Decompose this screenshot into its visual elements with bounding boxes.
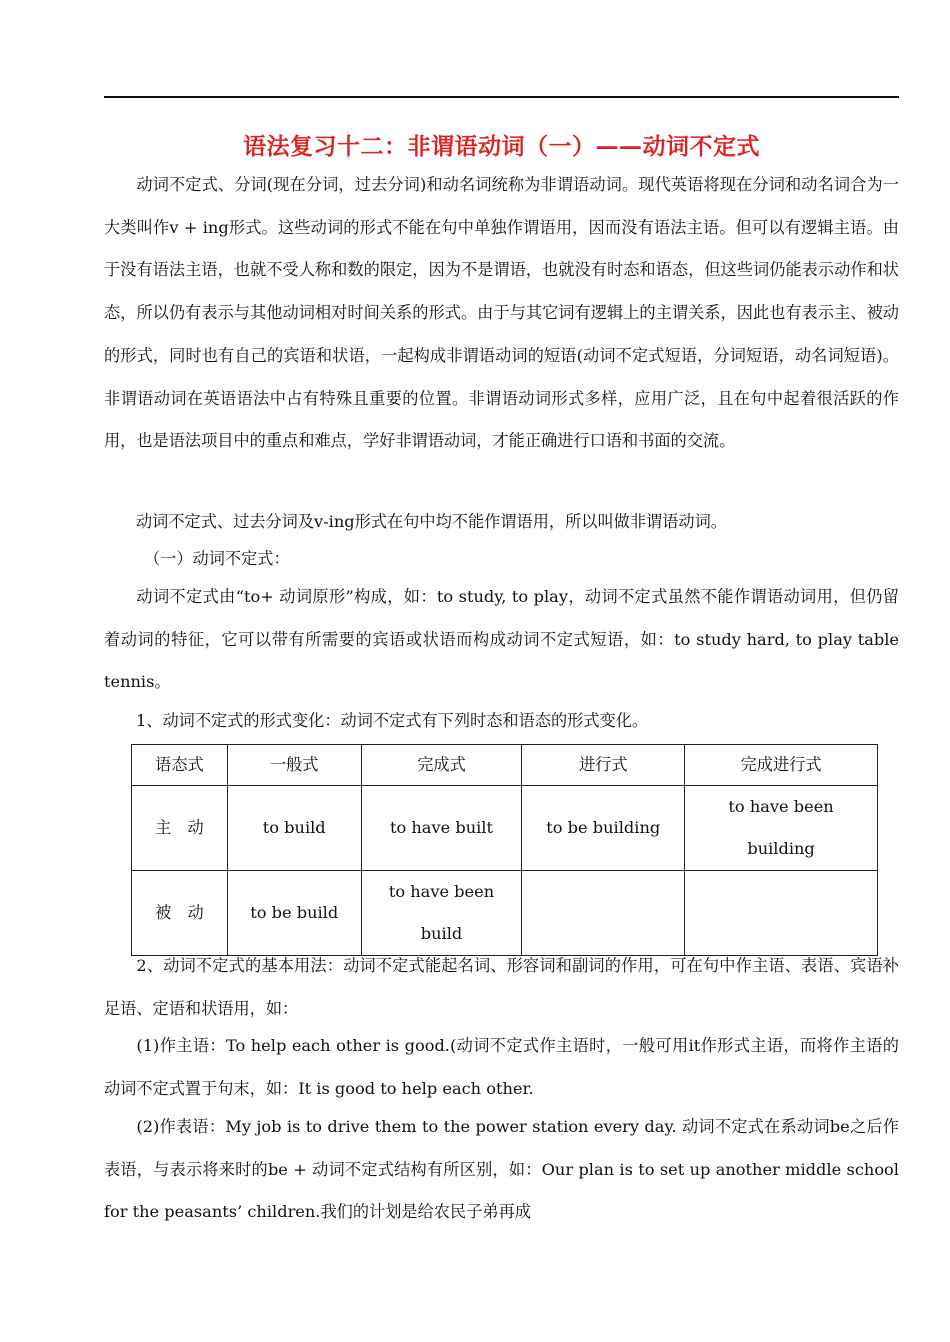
- table-cell: to be building: [522, 786, 685, 871]
- table-cell: to have been building: [685, 786, 878, 871]
- table-row: [132, 871, 878, 956]
- table-header-cell: 语态式: [132, 745, 228, 786]
- infinitive-paragraph: 动词不定式由“to+ 动词原形”构成，如：to study, to play，动词不定式虽然不能作谓语动词用，但仍留着动词的特征，它可以带有所需要的宾语或状语而构成动词不定式短语，如：to study hard, to play table tennis。: [104, 587, 899, 692]
- page-title: 语法复习十二：非谓语动词（一）——动词不定式: [243, 133, 760, 160]
- section-heading-text: （一）动词不定式：: [144, 549, 290, 568]
- point-2: 2、动词不定式的基本用法：动词不定式能起名词、形容词和副词的作用，可在句中作主语、表语、宾语补足语、定语和状语用，如：: [104, 956, 899, 1018]
- infinitive-forms-table: [131, 744, 878, 956]
- intro-paragraph: 动词不定式、分词(现在分词，过去分词)和动名词统称为非谓语动词。现代英语将现在分词和动名词合为一大类叫作v + ing形式。这些动词的形式不能在句中单独作谓语用，因而没有语法主语。但可以有逻辑主语。由于没有语法主语，也就不受人称和数的限定，因为不是谓语，也就没有时态和语态，但这些词仍能表示动作和状态，所以仍有表示与其他动词相对时间关系的形式。由于与其它词有逻辑上的主谓关系，因此也有表示主、被动的形式，同时也有自己的宾语和状语，一起构成非谓语动词的短语(动词不定式短语，分词短语，动名词短语)。非谓语动词在英语语法中占有特殊且重要的位置。非谓语动词形式多样，应用广泛，且在句中起着很活跃的作用，也是语法项目中的重点和难点，学好非谓语动词，才能正确进行口语和书面的交流。: [104, 175, 899, 451]
- table-header-cell: 完成进行式: [685, 745, 878, 786]
- header-rule: [104, 96, 899, 98]
- table-cell: to have been build: [361, 871, 522, 956]
- point-1-text: 1、动词不定式的形式变化：动词不定式有下列时态和语态的形式变化。: [136, 711, 649, 730]
- table-header-cell: 完成式: [361, 745, 522, 786]
- usage-predicative: (2)作表语：My job is to drive them to the power station every day. 动词不定式在系动词be之后作表语，与表示将来时的be + 动词不定式结构有所区别，如：Our plan is to set up another middle school for the peasants’ children.我们的计划是给农民子弟再成: [104, 1117, 899, 1222]
- table-cell: 被 动: [132, 871, 228, 956]
- usage-subject: (1)作主语：To help each other is good.(动词不定式作主语时，一般可用it作形式主语，而将作主语的动词不定式置于句末，如：It is good to help each other.: [104, 1036, 899, 1098]
- nonpredicate-text: 动词不定式、过去分词及v-ing形式在句中均不能作谓语用，所以叫做非谓语动词。: [136, 512, 727, 531]
- nonpredicate-line: [104, 512, 899, 532]
- table-header-cell: 进行式: [522, 745, 685, 786]
- section-heading: [104, 549, 899, 569]
- table-header-cell: 一般式: [227, 745, 361, 786]
- point-1: [104, 711, 899, 731]
- table-header-row: [132, 745, 878, 786]
- table-cell: 主 动: [132, 786, 228, 871]
- table-cell: [685, 871, 878, 956]
- table-cell: to be build: [227, 871, 361, 956]
- table-cell: to build: [227, 786, 361, 871]
- table-cell: to have built: [361, 786, 522, 871]
- table-cell: [522, 871, 685, 956]
- table-row: [132, 786, 878, 871]
